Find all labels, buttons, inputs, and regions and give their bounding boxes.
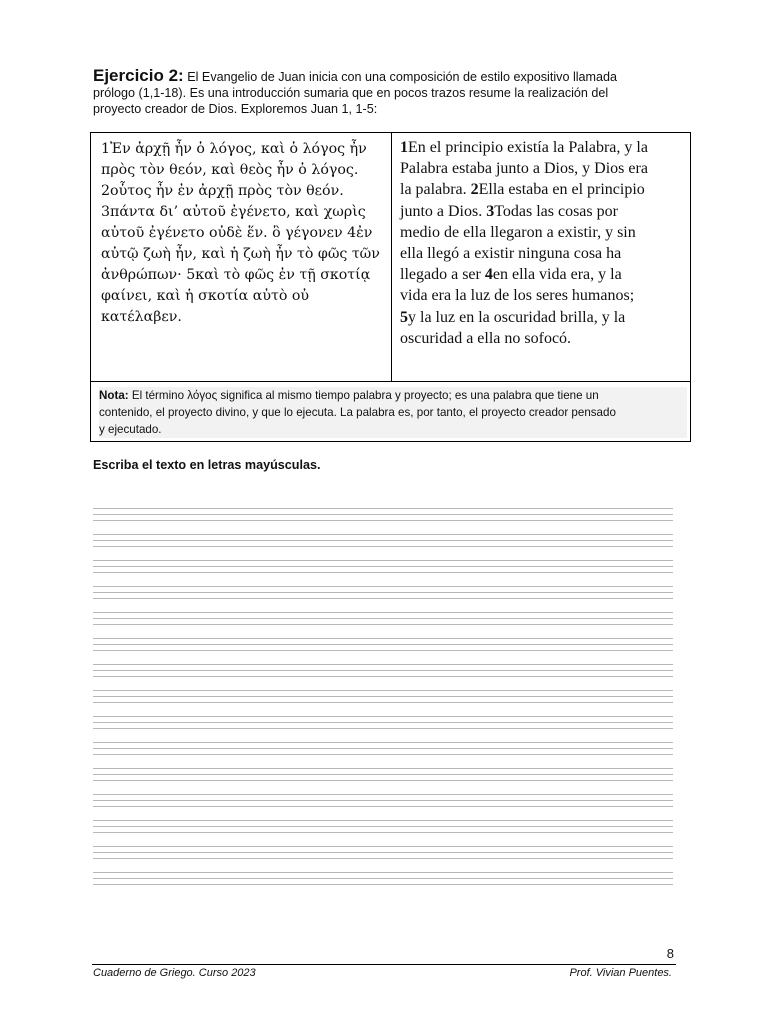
writing-line xyxy=(93,858,673,859)
intro-line-1: Ejercicio 2: El Evangelio de Juan inicia con una composición de estilo expositivo llamada xyxy=(93,66,618,85)
verse-number: 3 xyxy=(486,202,495,220)
writing-line xyxy=(93,650,673,651)
writing-line xyxy=(93,820,673,821)
writing-line xyxy=(93,566,673,567)
spanish-line: Palabra estaba junto a Dios, y Dios era xyxy=(400,160,648,178)
writing-line xyxy=(93,800,673,801)
greek-line: 3πάντα δι’ αὐτοῦ ἐγένετο, καὶ χωρὶς xyxy=(101,204,366,220)
greek-line: 2οὗτος ἦν ἐν ἀρχῇ πρὸς τὸν θεόν. xyxy=(101,183,344,199)
writing-line xyxy=(93,728,673,729)
greek-line: κατέλαβεν. xyxy=(101,309,182,325)
writing-line xyxy=(93,612,673,613)
writing-line xyxy=(93,676,673,677)
spanish-line: ella llegó a existir ninguna cosa ha xyxy=(400,245,622,263)
writing-line xyxy=(93,722,673,723)
footer-left-text: Cuaderno de Griego. Curso 2023 xyxy=(93,967,256,979)
writing-line xyxy=(93,514,673,515)
greek-line: πρὸς τὸν θεόν, καὶ θεὸς ἦν ὁ λόγος. xyxy=(101,162,359,178)
footer-right-text: Prof. Vivian Puentes. xyxy=(569,967,672,979)
text-table xyxy=(90,132,691,442)
spanish-line: la palabra. 2Ella estaba en el principio xyxy=(400,181,645,199)
writing-line xyxy=(93,826,673,827)
greek-line: αὐτῷ ζωὴ ἦν, καὶ ἡ ζωὴ ἦν τὸ φῶς τῶν xyxy=(101,246,380,262)
writing-line xyxy=(93,872,673,873)
writing-line xyxy=(93,846,673,847)
writing-line xyxy=(93,508,673,509)
note-text xyxy=(99,387,687,438)
greek-line: φαίνει, καὶ ἡ σκοτία αὐτὸ οὐ xyxy=(101,288,310,304)
verse-number: 5 xyxy=(400,308,408,326)
writing-line xyxy=(93,560,673,561)
spanish-line: llegado a ser 4en ella vida era, y la xyxy=(400,266,622,284)
writing-line xyxy=(93,670,673,671)
verse-number: 4 xyxy=(484,266,493,284)
writing-line xyxy=(93,592,673,593)
note-label: Nota: xyxy=(99,389,129,402)
note-line-1: Nota: El término λόγος significa al mismo tiempo palabra y proyecto; es una palabra que tiene un xyxy=(99,389,599,402)
writing-line xyxy=(93,618,673,619)
footer-divider xyxy=(92,964,676,965)
writing-line xyxy=(93,754,673,755)
writing-line xyxy=(93,768,673,769)
writing-line xyxy=(93,794,673,795)
verse-number: 1 xyxy=(400,139,408,156)
greek-line: 1Ἐν ἀρχῇ ἦν ὁ λόγος, καὶ ὁ λόγος ἦν xyxy=(101,141,367,157)
writing-line xyxy=(93,780,673,781)
writing-line xyxy=(93,748,673,749)
writing-line xyxy=(93,832,673,833)
writing-line xyxy=(93,572,673,573)
writing-line xyxy=(93,852,673,853)
spanish-line: vida era la luz de los seres humanos; xyxy=(400,287,635,305)
writing-line xyxy=(93,644,673,645)
spanish-line: oscuridad a ella no sofocó. xyxy=(400,329,572,347)
writing-line xyxy=(93,696,673,697)
writing-lines xyxy=(93,508,673,908)
writing-line xyxy=(93,586,673,587)
note-line-2: contenido, el proyecto divino, y que lo ejecuta. La palabra es, por tanto, el proyecto creador pensado xyxy=(99,406,616,419)
writing-line xyxy=(93,774,673,775)
exercise-intro xyxy=(93,68,693,117)
instruction-text: Escriba el texto en letras mayúsculas. xyxy=(93,458,321,472)
writing-line xyxy=(93,638,673,639)
note-line-3: y ejecutado. xyxy=(99,423,162,436)
greek-column xyxy=(91,133,392,381)
writing-line xyxy=(93,598,673,599)
writing-line xyxy=(93,702,673,703)
exercise-title: Ejercicio 2: xyxy=(93,66,184,85)
spanish-line: medio de ella llegaron a existir, y sin xyxy=(400,223,636,241)
writing-line xyxy=(93,664,673,665)
spanish-line: junto a Dios. 3Todas las cosas por xyxy=(400,202,618,220)
greek-text xyxy=(101,139,386,328)
writing-line xyxy=(93,806,673,807)
greek-line: ἀνθρώπων· 5καὶ τὸ φῶς ἐν τῇ σκοτίᾳ xyxy=(101,267,371,283)
spanish-line: 1En el principio existía la Palabra, y la xyxy=(400,139,648,156)
spanish-text xyxy=(400,137,690,349)
spanish-line: 5y la luz en la oscuridad brilla, y la xyxy=(400,308,626,326)
writing-line xyxy=(93,742,673,743)
page-number: 8 xyxy=(666,946,674,961)
note-row xyxy=(91,381,690,441)
greek-line: αὐτοῦ ἐγένετο οὐδὲ ἕν. ὃ γέγονεν 4ἐν xyxy=(101,225,373,241)
writing-line xyxy=(93,716,673,717)
writing-line xyxy=(93,624,673,625)
writing-line xyxy=(93,520,673,521)
writing-line xyxy=(93,546,673,547)
writing-line xyxy=(93,878,673,879)
writing-line xyxy=(93,540,673,541)
writing-line xyxy=(93,534,673,535)
spanish-column xyxy=(392,133,690,381)
writing-line xyxy=(93,884,673,885)
verse-number: 2 xyxy=(470,181,479,199)
intro-line-3: proyecto creador de Dios. Exploremos Juan 1, 1-5: xyxy=(93,102,378,116)
writing-line xyxy=(93,690,673,691)
intro-line-2: prólogo (1,1-18). Es una introducción sumaria que en pocos trazos resume la realización del xyxy=(93,86,609,100)
